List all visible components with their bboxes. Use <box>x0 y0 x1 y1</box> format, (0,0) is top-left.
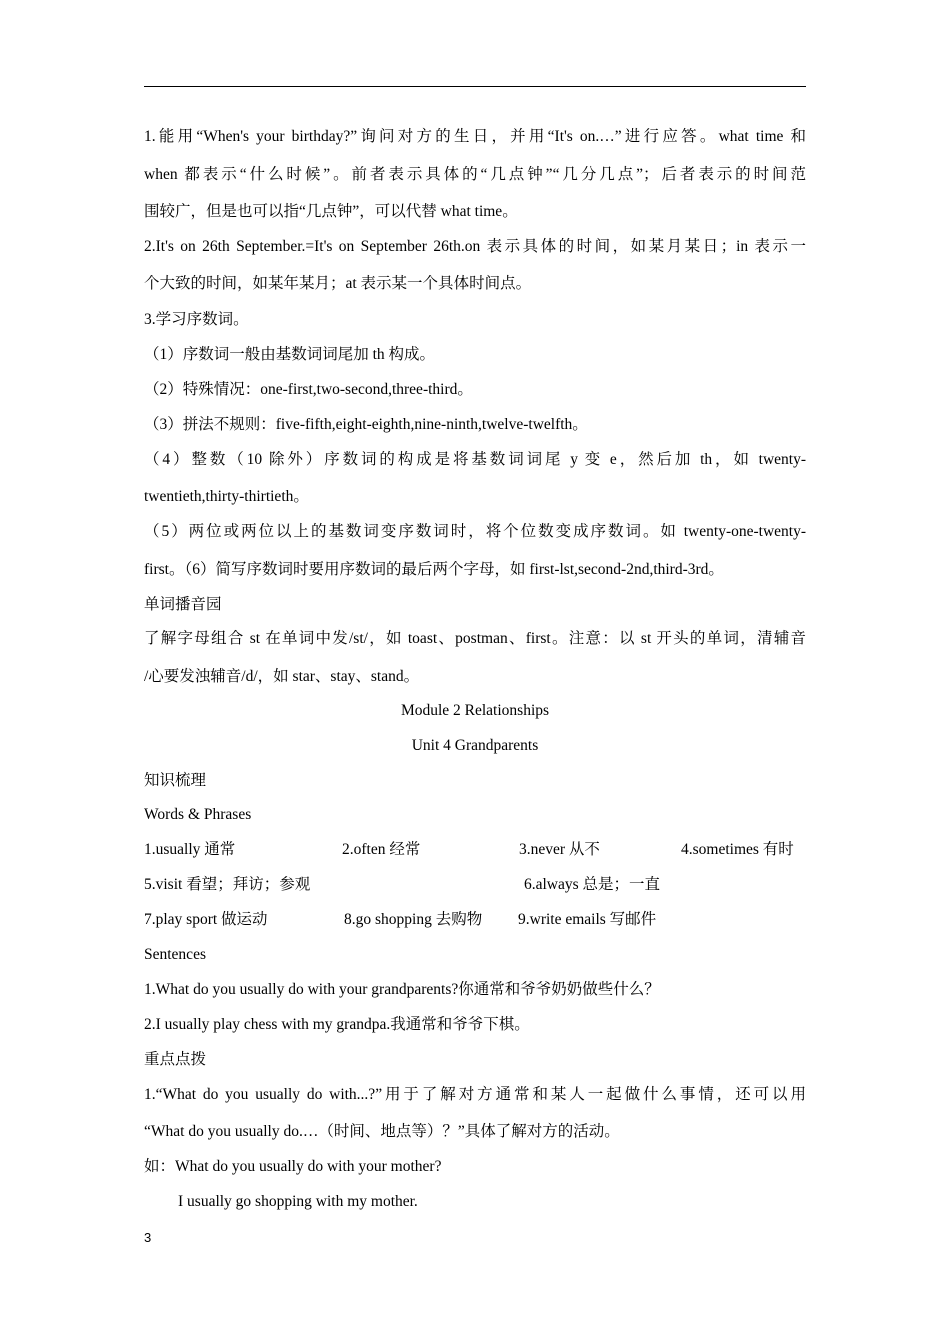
list-item: （1）序数词一般由基数词词尾加 th 构成。 <box>144 346 436 363</box>
section-heading: 重点点拨 <box>144 1051 207 1068</box>
section-heading: Words & Phrases <box>144 806 252 823</box>
list-item: twentieth,thirty-thirtieth。 <box>144 488 309 505</box>
header-rule <box>144 86 806 87</box>
word-item: 2.often 经常 <box>342 841 421 858</box>
section-heading: 单词播音园 <box>144 596 222 613</box>
paragraph-line: 1.“What do you usually do with...?”用于了解对方通常和某人一起做什么事情，还可以用 <box>144 1086 806 1103</box>
word-item: 8.go shopping 去购物 <box>344 911 483 928</box>
sentence-line: 2.I usually play chess with my grandpa.我通常和爷爷下棋。 <box>144 1016 530 1033</box>
section-heading: 知识梳理 <box>144 772 207 789</box>
word-item: 7.play sport 做运动 <box>144 911 268 928</box>
example-question: 如：What do you usually do with your mother? <box>144 1158 442 1175</box>
paragraph-line: /心要发浊辅音/d/，如 star、stay、stand。 <box>144 668 420 685</box>
word-item: 4.sometimes 有时 <box>681 841 794 858</box>
page-number: 3 <box>144 1230 152 1245</box>
section-heading: Sentences <box>144 946 206 963</box>
paragraph-line: 2.It's on 26th September.=It's on September 26th.on 表示具体的时间，如某月某日；in 表示一 <box>144 238 806 255</box>
word-item: 6.always 总是；一直 <box>524 876 661 893</box>
list-item: first。（6）简写序数词时要用序数词的最后两个字母，如 first-lst,second-2nd,third-3rd。 <box>144 561 724 578</box>
paragraph-line: 个大致的时间，如某年某月；at 表示某一个具体时间点。 <box>144 275 532 292</box>
list-item: （4）整数（10 除外）序数词的构成是将基数词词尾 y 变 e，然后加 th，如 twenty- <box>144 451 806 468</box>
list-item: （5）两位或两位以上的基数词变序数词时，将个位数变成序数词。如 twenty-one-twenty- <box>144 523 806 540</box>
list-item: （3）拼法不规则：five-fifth,eight-eighth,nine-ninth,twelve-twelfth。 <box>144 416 588 433</box>
word-item: 3.never 从不 <box>519 841 600 858</box>
paragraph-line: when 都表示“什么时候”。前者表示具体的“几点钟”“几分几点”；后者表示的时间范 <box>144 166 806 183</box>
sentence-line: 1.What do you usually do with your grandparents?你通常和爷爷奶奶做些什么？ <box>144 981 660 998</box>
paragraph-line: 围较广，但是也可以指“几点钟”，可以代替 what time。 <box>144 203 518 220</box>
word-item: 1.usually 通常 <box>144 841 236 858</box>
module-title: Module 2 Relationships <box>400 702 550 719</box>
example-answer: I usually go shopping with my mother. <box>178 1193 418 1210</box>
paragraph-line: 1.能用“When's your birthday?”询问对方的生日，并用“It's on.…”进行应答。what time 和 <box>144 128 806 145</box>
word-item: 9.write emails 写邮件 <box>518 911 657 928</box>
section-line: 3.学习序数词。 <box>144 311 249 328</box>
paragraph-line: 了解字母组合 st 在单词中发/st/，如 toast、postman、first。注意：以 st 开头的单词，清辅音 <box>144 630 806 647</box>
paragraph-line: “What do you usually do.…（时间、地点等）？”具体了解对方的活动。 <box>144 1123 620 1140</box>
word-item: 5.visit 看望；拜访；参观 <box>144 876 311 893</box>
list-item: （2）特殊情况：one-first,two-second,three-third。 <box>144 381 473 398</box>
unit-title: Unit 4 Grandparents <box>411 737 539 754</box>
